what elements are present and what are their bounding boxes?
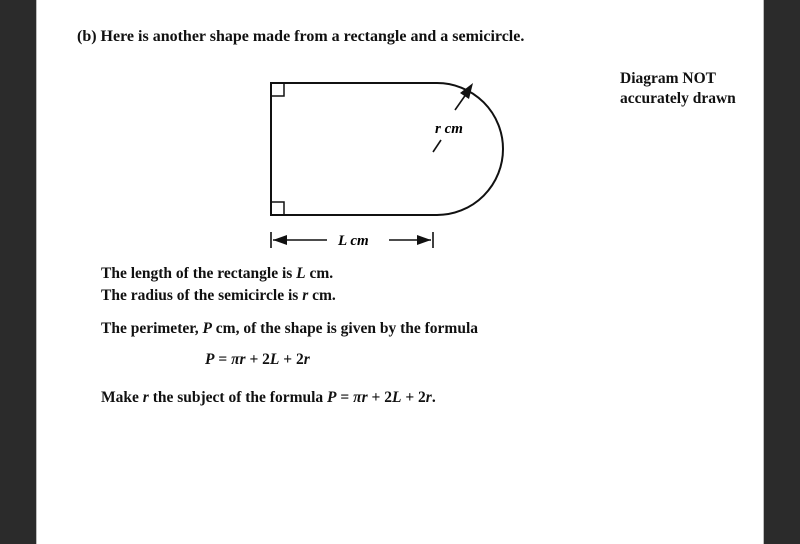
instruction-text: Make r the subject of the formula P = πr + 2L + 2r. bbox=[101, 389, 436, 406]
radius-line-lower bbox=[433, 140, 441, 152]
length-statement: The length of the rectangle is L cm. bbox=[101, 265, 334, 282]
right-angle-top bbox=[271, 83, 284, 96]
length-label: L cm bbox=[338, 233, 369, 249]
note-prefix: Diagram bbox=[620, 70, 683, 87]
perimeter-formula: P = πr + 2L + 2r bbox=[205, 351, 310, 368]
shape-diagram bbox=[37, 0, 763, 260]
worksheet-page bbox=[36, 0, 764, 544]
perimeter-statement: The perimeter, P cm, of the shape is given by the formula bbox=[101, 320, 478, 337]
radius-arrowhead bbox=[460, 83, 473, 99]
radius-statement: The radius of the semicircle is r cm. bbox=[101, 287, 336, 304]
note-emphasis: NOT bbox=[682, 70, 717, 87]
radius-label: r cm bbox=[435, 121, 463, 137]
right-angle-bottom bbox=[271, 202, 284, 215]
shape-outline bbox=[271, 83, 503, 215]
length-arrowhead-left bbox=[273, 235, 287, 245]
note-line-2: accurately drawn bbox=[620, 90, 736, 107]
length-arrowhead-right bbox=[417, 235, 431, 245]
question-heading: (b) Here is another shape made from a rectangle and a semicircle. bbox=[77, 28, 525, 45]
